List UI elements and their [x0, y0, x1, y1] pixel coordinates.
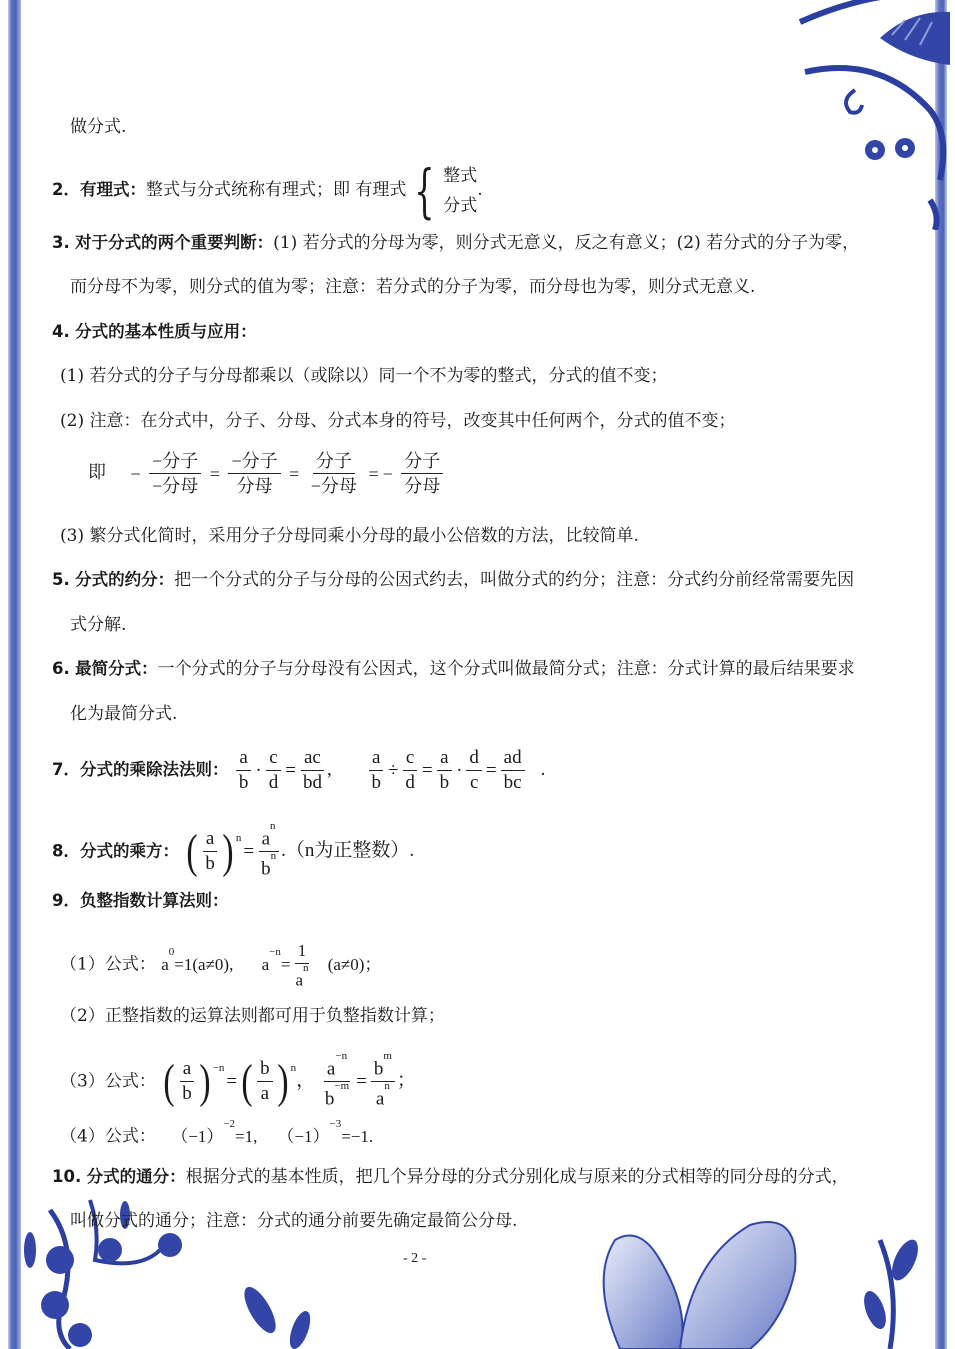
intro-tail-text: 做分式. — [70, 117, 127, 137]
section-9-formula-3: （3）公式： ( $\frac{a}{b}$ ) $^{-n}$=( $\frac{b}{a}$ ) $^n$， $\frac{a^{-n}}{b^{-m}}$ = $\frac{b^m}{a^n}$ ； — [60, 1050, 416, 1110]
section-4-heading — [52, 321, 257, 343]
equals-sign: = — [368, 463, 379, 484]
sign-rule-formula — [88, 450, 445, 497]
section-body: 整式与分式统称有理式；即 有理式 — [145, 180, 407, 200]
section-number: 2． — [52, 180, 80, 199]
section-number: 8． — [52, 841, 80, 861]
section-9-formula-4: （4）公式： $(-1)^{-2}=1$, $(-1)^{-3}=-1$. — [60, 1118, 374, 1147]
section-3-line-2: 而分母不为零，则分式的值为零；注意：若分式的分子为零，而分母也为零，则分式无意义. — [70, 277, 756, 297]
fan-flower-decoration-icon — [780, 0, 950, 230]
section-number: 9． — [52, 891, 80, 910]
section-10-line-2: 叫做分式的通分；注意：分式的通分前要先确定最简公分母. — [70, 1211, 518, 1231]
section-body: 把一个分式的分子与分母的公因式约去，叫做分式的约分；注意：分式约分前经常需要先因 — [174, 570, 855, 590]
section-number: 3. — [52, 233, 70, 252]
section-9-formula-1: （1）公式： $a^0=1(a\ne 0)$, $a^{-n}=$ $\frac{1}{a^n}$ (a≠0)； — [60, 940, 382, 990]
section-number: 6. — [52, 659, 70, 678]
section-number: 10. — [52, 1167, 82, 1186]
section-6-line-1 — [52, 658, 855, 680]
section-body: (1) 若分式的分母为零，则分式无意义，反之有意义；(2) 若分式的分子为零， — [273, 233, 860, 253]
period: . — [477, 180, 483, 200]
section-9-heading — [52, 890, 228, 912]
section-number: 4. — [52, 322, 70, 341]
left-brace-icon: { — [414, 156, 435, 225]
section-title: 分式的乘除法法则： — [79, 760, 229, 779]
section-6-line-2: 化为最简分式. — [70, 704, 178, 724]
section-9-formula-2: （2）正整指数的运算法则都可用于负整指数计算； — [60, 1006, 445, 1026]
section-title: 分式的乘方： — [79, 841, 179, 861]
minus-sign: − — [382, 463, 393, 484]
section-body: 根据分式的基本性质，把几个异分母的分式分别化成与原来的分式相等的同分母的分式， — [185, 1167, 849, 1187]
section-title: 分式的约分： — [75, 570, 175, 589]
section-title: 有理式： — [79, 180, 146, 199]
section-3-line-1 — [52, 232, 859, 254]
branch-fraction: 分式 — [443, 195, 478, 216]
section-2-rational-expression — [52, 156, 483, 225]
page-number: - 2 - — [403, 1251, 427, 1266]
section-4-item-1: (1) 若分式的分子与分母都乘以（或除以）同一个不为零的整式，分式的值不变； — [60, 366, 668, 386]
equals-sign: = — [289, 463, 300, 484]
section-7-multiply-divide: 7．分式的乘除法法则： $\frac{a}{b}$ · $\frac{c}{d}$ = $\frac{ac}{bd}$ , $\frac{a}{b}$ ÷ $\frac{c}{d}$ = $\frac{a}{b}$ · $\frac{d}{c}$ = $\frac{ad}{bc}$ . — [52, 747, 546, 794]
lotus-petal-decoration-icon — [580, 1200, 935, 1349]
section-title: 最简分式： — [75, 659, 158, 678]
fraction-4: $\frac{\text{分子}}{\text{分母}}$ — [401, 450, 443, 497]
minus-sign: − — [130, 463, 141, 484]
section-title: 分式的基本性质与应用： — [75, 322, 257, 341]
section-number: 5. — [52, 570, 70, 589]
section-title: 负整指数计算法则： — [79, 891, 229, 910]
section-5-line-1 — [52, 569, 854, 591]
branch-list — [443, 161, 477, 221]
section-number: 7． — [52, 760, 80, 779]
formula-lead: 即 — [88, 461, 106, 482]
fraction-2: $\frac{\text{−分子}}{\text{分母}}$ — [228, 450, 280, 497]
section-title: 对于分式的两个重要判断： — [75, 233, 274, 252]
branch-polynomial: 整式 — [443, 165, 478, 186]
equals-sign: = — [209, 463, 220, 484]
section-4-item-2: (2) 注意：在分式中，分子、分母、分式本身的符号，改变其中任何两个，分式的值不变； — [60, 411, 736, 431]
fraction-1: $\frac{\text{−分子}}{\text{−分母}}$ — [149, 450, 201, 497]
page-border-left — [8, 0, 21, 1349]
section-4-item-3: (3) 繁分式化简时，采用分子分母同乘小分母的最小公倍数的方法，比较简单. — [60, 526, 639, 546]
section-10-line-1 — [52, 1166, 849, 1188]
section-8-power: 8．分式的乘方： ( $\frac{a}{b}$ ) $^n$= $\frac{a^n}{b^n}$ .（n为正整数）. — [52, 820, 415, 880]
section-body: 一个分式的分子与分母没有公因式，这个分式叫做最简分式；注意：分式计算的最后结果要求 — [157, 659, 855, 679]
section-title: 分式的通分： — [86, 1167, 186, 1186]
fraction-3: $\frac{\text{分子}}{\text{−分母}}$ — [310, 451, 357, 496]
section-5-line-2: 式分解. — [70, 615, 127, 635]
